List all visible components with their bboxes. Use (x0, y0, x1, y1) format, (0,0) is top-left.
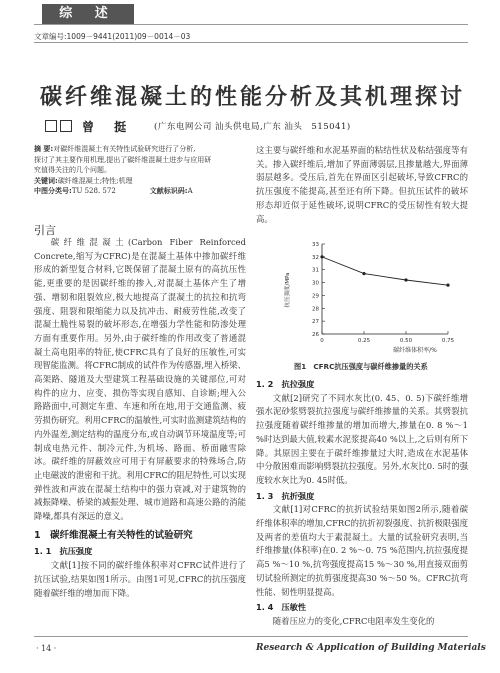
keywords-row: 关键词:碳纤维混凝土;特性;机理 (34, 176, 133, 185)
section13-text: 文献[1]对CFRC的抗折试验结果如图2所示,随着碳纤维体积率的增加,CFRC的抗折初裂强度、抗折极限强度及两者的差值均大于素混凝土。大量的试验研究表明,当纤维掺量(体积率)在0. 2 %～0. 75 %范围内,抗拉强度提高5 %～10 %,抗弯强度提高15 %～30 %,用直接双面剪切试验所测定的抗剪强度提高30 %～50 %。CFRC抗弯性能、韧性明显提高。 (256, 504, 468, 597)
figure1-caption: 图1 CFRC抗压强度与碳纤维掺量的关系 (294, 362, 428, 371)
chart-axes (312, 242, 455, 344)
section14-heading: 1. 4 压敏性 (256, 602, 307, 613)
right-column-top (256, 144, 468, 226)
header-rule-2 (34, 42, 468, 43)
y-tick-label: 28 (312, 306, 319, 313)
abstract-label: 摘 要: (34, 145, 54, 153)
y-tick-label: 32 (312, 254, 319, 261)
section13-heading: 1. 3 抗折强度 (256, 490, 315, 501)
author-marker-box (60, 120, 72, 132)
header-rule (34, 24, 468, 25)
left-column (34, 236, 246, 600)
y-tick-label: 26 (312, 332, 319, 338)
intro-heading: 引言 (34, 224, 56, 237)
compression-discussion: 这主要与碳纤维和水泥基界面的粘结性状及粘结强度等有关。掺入碳纤维后,增加了界面薄弱层,且掺量越大,界面薄弱层越多。受压后,首先在界面区引起破坏,导致CFRC的抗压强度不能提高,甚至还有所下降。但抗压试件的破坏形态却近似于延性破坏,说明CFRC的受压韧性有较大提高。 (256, 145, 468, 224)
series-line (322, 257, 448, 285)
y-axis-label: 抗压强度/MPa (285, 272, 291, 308)
data-point (320, 255, 323, 258)
abstract-line: 探讨了其主要作用机理,提出了碳纤维混凝土进步与应用研 (34, 155, 212, 164)
y-tick-label: 29 (312, 293, 319, 300)
journal-name: Research & Application of Building Materials (256, 643, 486, 653)
section14-text: 随着压应力的变化,CFRC电阻率发生变化的 (272, 615, 435, 626)
intro-paragraph: 碳纤维混凝土(Carbon Fiber Reinforced Concrete,缩写为CFRC)是在混凝土基体中掺加碳纤维形成的新型复合材料,它既保留了混凝土原有的高抗压性能,更重要的是因碳纤维的掺入,对混凝土基体产生了增强、增韧和阻裂效应,极大地提高了混凝土的抗拉和抗弯强度、阻裂和限缩能力以及抗冲击、耐疲劳性能,改变了混凝土脆性易裂的破坏形态,在增强力学性能和防渗处理方面有重要作用。另外,由于碳纤维的作用改变了普通混凝土高电阻率的特征,使CFRC具有了良好的压敏性,可实现智能监测。将CFRC制成的试件作为传感器,埋入桥梁、高架路、隧道及大型建筑工程基础设施的关键部位,可对构件的应力、应变、损伤等实现自感知、自诊断;埋入公路路面中,可测定车重、车速和所在地,用于交通监测、疲劳损伤研究。利用CFRC的温敏性,可实时监测建筑结构的内外温差,测定结构的温度分布,或自动调节环境温度等;可制成电热元件、制冷元件,为机场、路面、桥面融雪除冰。碳纤维的屏蔽效应可用于有屏蔽要求的特殊场合,防止电磁波的泄密和干扰。利用CFRC的阻尼特性,可以实现弹性波和声波在混凝土结构中的强力衰减,对于建筑物的减振降噪、桥梁的减振处理、城市道路和高速公路的消能降噪,都具有深远的意义。 (34, 237, 246, 522)
classification-row: 中图分类号:TU 528. 572 文献标识码:A (34, 187, 193, 196)
x-tick-label: 0.75 (441, 338, 455, 344)
figure1-chart (280, 238, 470, 356)
section11-text: 文献[1]按不同的碳纤维体积率对CFRC试件进行了抗压试验,结果如图1所示。由图1可见,CFRC的抗压强度随着碳纤维的增加而下降。 (34, 560, 246, 598)
author-affiliation: (广东电网公司 汕头供电局,广东 汕头 515041) (154, 122, 351, 132)
article-title: 碳纤维混凝土的性能分析及其机理探讨 (40, 85, 466, 110)
y-tick-label: 31 (312, 267, 319, 274)
section11-heading: 1. 1 抗压强度 (34, 546, 93, 557)
abstract-line: 究值得关注的几个问题。 (34, 166, 111, 175)
y-tick-label: 30 (312, 280, 319, 287)
section12-heading: 1. 2 抗拉强度 (256, 379, 315, 389)
abstract-block (34, 144, 250, 197)
data-point (404, 278, 407, 281)
data-point (446, 284, 449, 287)
x-tick-label: 0 (320, 338, 324, 344)
x-axis-label: 碳纤维体积率/% (393, 347, 437, 354)
author-name: 曾 挺 (82, 120, 135, 134)
section1-heading: 1 碳纤维混凝土有关特性的试验研究 (34, 529, 193, 541)
abstract-line: 摘 要:对碳纤维混凝土有关特性试验研究进行了分析, (34, 145, 196, 153)
x-tick-label: 0.25 (357, 338, 371, 344)
data-point (362, 272, 365, 275)
y-tick-label: 33 (312, 242, 319, 248)
section12-text: 文献[2]研究了不同水灰比(0. 45、0. 5)下碳纤维增强水泥砂浆劈裂抗拉强度与碳纤维掺量的关系。其劈裂抗拉强度随着碳纤维掺量的增加而增大,掺量在0. 8 %～1 %时达到最大值,较素水泥浆提高40 %以上,之后则有所下降。其原因主要在于碳纤维掺量过大时,造成在水泥基体中分散困难而影响劈裂抗拉强度。另外,水灰比0. 5时的强度较水灰比为0. 45时低。 (256, 392, 468, 485)
y-tick-label: 27 (312, 319, 319, 326)
footer-rule (34, 636, 468, 637)
author-marker-box (45, 120, 57, 132)
page-number: · 14 · (36, 644, 57, 653)
column-banner: 综 述 (42, 4, 134, 24)
right-column-bottom (256, 378, 468, 629)
article-number: 文章编号:1009－9441(2011)09－0014－03 (34, 32, 191, 41)
x-tick-label: 0.50 (399, 338, 413, 344)
